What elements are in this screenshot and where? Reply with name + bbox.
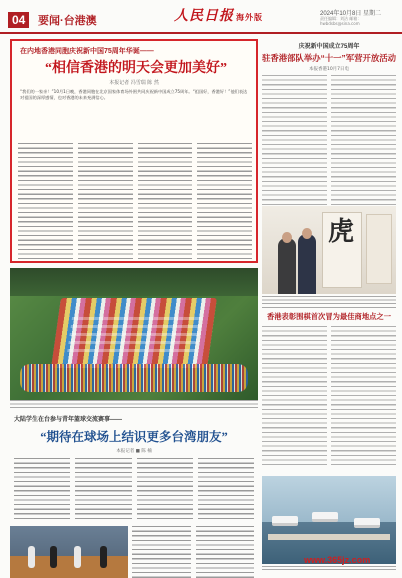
issue-date: 2024年10月8日 星期二 [320,11,382,17]
bottom-left-headline[interactable]: “期待在球场上结识更多台湾朋友” [40,430,228,444]
text-column [137,458,193,522]
main-article-lede: “我们的一家亲！”10月1日晚，香港同胞在北京国家体育场外围共同庆祝新中国成立75周年。“祖国好，香港好！”他们表达对祖国的深厚感情，也对香港的未来充满信心。 [20,89,248,100]
main-article-kicker: 在内地香港同胞庆祝新中国75周年华诞—— [20,48,154,55]
bottom-left-body-continued [132,526,254,578]
visitor-head [302,228,312,239]
photo-caption [10,400,258,410]
text-column [138,143,193,259]
right-top-body [262,75,396,207]
celebration-aerial-photo [10,268,258,400]
text-column [132,526,191,578]
calligraphy-character: 虎 [328,217,355,247]
flag-mosaic-pattern [67,312,203,352]
text-column [78,143,133,259]
tree-line [10,268,258,296]
visitor-figure [278,238,296,294]
text-column [197,143,252,259]
main-article[interactable] [10,39,258,263]
exhibition-photo [262,206,396,294]
player-figure [100,546,107,568]
editor-info: 责任编辑：刘洁 邮箱：hwbdsbs@sina.com [320,16,362,26]
newspaper-logo [174,5,263,25]
right-bottom-headline[interactable]: 香港表彰围棋首次冒为最佳商地点之一 [266,312,392,321]
crowd [20,364,248,392]
calligraphy-scroll [322,212,362,288]
right-top-byline: 本报香港10月7日电 [308,67,350,72]
right-bottom-body [262,326,396,466]
visitor-head [282,232,292,243]
main-article-headline[interactable]: “相信香港的明天会更加美好” [45,61,227,76]
player-figure [74,546,81,568]
bottom-left-body [14,458,254,522]
yacht [312,512,338,522]
text-column [75,458,131,522]
player-figure [50,546,57,568]
main-article-body [18,143,252,259]
watermark: www.365jz.com [304,555,371,565]
bottom-left-kicker: 大陆学生在台参与青年篮球交流赛事—— [14,417,123,423]
text-column [331,326,396,466]
right-top-article[interactable] [262,39,396,204]
yacht [354,518,380,528]
photo-caption [262,296,396,308]
page-header [0,0,402,34]
logo-suffix: 海外版 [236,13,263,22]
visitor-figure [298,234,316,294]
logo-text: 人民日报 [174,9,234,24]
text-column [331,75,396,207]
right-top-headline[interactable]: 驻香港部队举办“十一”军营开放活动 [262,53,396,63]
right-top-kicker: 庆祝新中国成立75周年 [298,44,360,50]
bottom-left-article[interactable] [10,412,258,578]
basketball-photo [10,526,128,578]
text-column [262,326,327,466]
harbour-photo [262,476,396,564]
page-number: 04 [8,12,29,28]
text-column [14,458,70,522]
text-column [196,526,255,578]
main-article-byline: 本报记者 冯雪瑞 陈 然 [109,80,159,86]
photo-caption [262,566,396,572]
text-column [18,143,73,259]
calligraphy-scroll [366,214,392,284]
right-bottom-article[interactable] [262,312,396,472]
pier-deck [268,534,390,540]
text-column [262,75,327,207]
player-figure [28,546,35,568]
bottom-left-byline: 本报记者 ■ 陈 楠 [116,449,152,454]
yacht [272,516,298,526]
section-title: 要闻·台港澳 [38,15,97,27]
text-column [198,458,254,522]
